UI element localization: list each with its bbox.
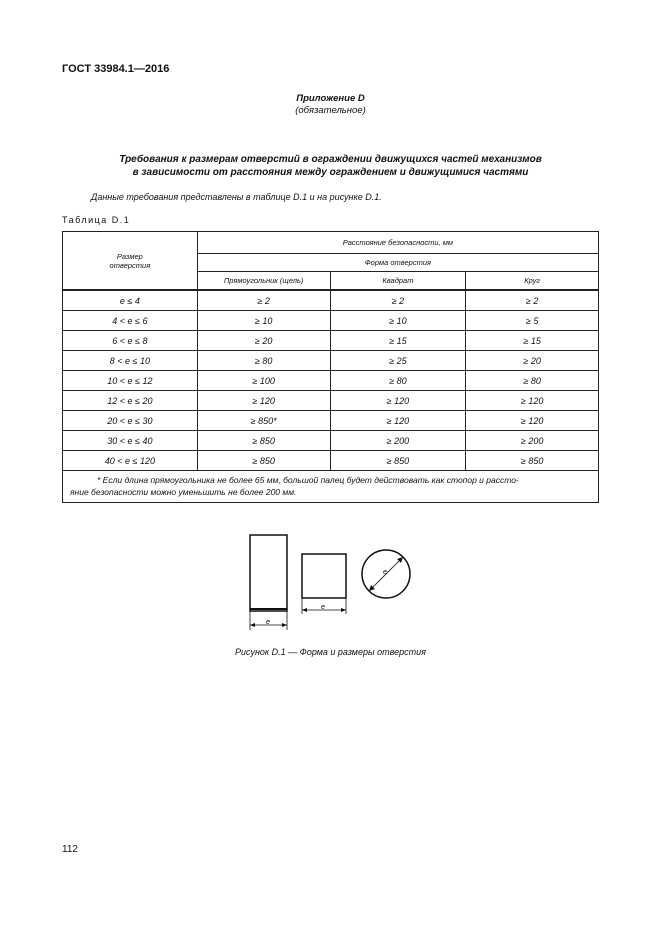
- cell-size: 6 < e ≤ 8: [63, 331, 198, 351]
- figure-caption: Рисунок D.1 — Форма и размеры отверстия: [235, 647, 426, 657]
- cell-square: ≥ 120: [330, 411, 466, 431]
- cell-size: 8 < e ≤ 10: [63, 351, 198, 371]
- table-label: Таблица D.1: [62, 215, 131, 225]
- cell-rectangle: ≥ 2: [197, 290, 330, 311]
- header-opening-size: [63, 232, 198, 291]
- rectangle-dimension-label: e: [266, 619, 270, 626]
- intro-text: Данные требования представлены в таблице D.1 и на рисунке D.1.: [91, 192, 382, 202]
- cell-circle: ≥ 15: [466, 331, 599, 351]
- cell-square: ≥ 15: [330, 331, 466, 351]
- square-dimension-label: e: [321, 604, 325, 611]
- document-code: ГОСТ 33984.1—2016: [62, 63, 170, 75]
- annex-title: Приложение D: [296, 93, 365, 104]
- cell-size: 12 < e ≤ 20: [63, 391, 198, 411]
- header-shape-square: Квадрат: [330, 272, 466, 291]
- requirements-title-line2: в зависимости от расстояния между ограждением и движущимися частями: [132, 167, 529, 178]
- cell-square: ≥ 25: [330, 351, 466, 371]
- cell-circle: ≥ 120: [466, 411, 599, 431]
- cell-rectangle: ≥ 120: [197, 391, 330, 411]
- circle-dimension-label: e: [383, 569, 387, 576]
- table-row: [63, 331, 599, 351]
- cell-square: ≥ 120: [330, 391, 466, 411]
- cell-square: ≥ 80: [330, 371, 466, 391]
- cell-square: ≥ 200: [330, 431, 466, 451]
- table-row: [63, 371, 599, 391]
- cell-square: ≥ 10: [330, 311, 466, 331]
- cell-size: 20 < e ≤ 30: [63, 411, 198, 431]
- opening-shapes-figure: [240, 530, 420, 635]
- cell-size: e ≤ 4: [63, 290, 198, 311]
- table-footnote-line1: * Если длина прямоугольника не более 65 мм, большой палец будет действовать как стопор и рассто-: [97, 475, 519, 485]
- table-row: [63, 451, 599, 471]
- table-row: [63, 311, 599, 331]
- cell-size: 40 < e ≤ 120: [63, 451, 198, 471]
- table-row: [63, 411, 599, 431]
- table-row: [63, 431, 599, 451]
- requirements-title-line1: Требования к размерам отверстий в ограждении движущихся частей механизмов: [119, 154, 542, 165]
- cell-circle: ≥ 80: [466, 371, 599, 391]
- cell-circle: ≥ 20: [466, 351, 599, 371]
- rectangle-opening-shape: [250, 535, 287, 630]
- header-opening-shape: Форма отверстия: [197, 254, 598, 272]
- cell-rectangle: ≥ 100: [197, 371, 330, 391]
- cell-circle: ≥ 5: [466, 311, 599, 331]
- cell-rectangle: ≥ 850: [197, 451, 330, 471]
- table-row: [63, 391, 599, 411]
- table-footnote: [63, 471, 599, 503]
- header-opening-size-line2: отверстия: [109, 260, 151, 270]
- header-opening-size-line1: Размер: [116, 251, 143, 261]
- annex-subtitle: (обязательное): [295, 105, 366, 116]
- table-row: [63, 351, 599, 371]
- cell-rectangle: ≥ 20: [197, 331, 330, 351]
- cell-circle: ≥ 120: [466, 391, 599, 411]
- cell-square: ≥ 850: [330, 451, 466, 471]
- cell-circle: ≥ 200: [466, 431, 599, 451]
- openings-table: [62, 231, 599, 503]
- cell-size: 4 < e ≤ 6: [63, 311, 198, 331]
- table-footnote-line2: яние безопасности можно уменьшить не более 200 мм.: [70, 487, 297, 497]
- page-number: 112: [62, 844, 78, 855]
- header-safety-distance: Расстояние безопасности, мм: [197, 232, 598, 254]
- header-shape-circle: Круг: [466, 272, 599, 291]
- header-shape-rectangle: Прямоугольник (щель): [197, 272, 330, 291]
- table-note-row: [63, 471, 599, 503]
- cell-square: ≥ 2: [330, 290, 466, 311]
- table-row: [63, 290, 599, 311]
- cell-rectangle: ≥ 80: [197, 351, 330, 371]
- cell-circle: ≥ 850: [466, 451, 599, 471]
- cell-rectangle: ≥ 850*: [197, 411, 330, 431]
- cell-rectangle: ≥ 10: [197, 311, 330, 331]
- cell-size: 30 < e ≤ 40: [63, 431, 198, 451]
- cell-size: 10 < e ≤ 12: [63, 371, 198, 391]
- cell-circle: ≥ 2: [466, 290, 599, 311]
- cell-rectangle: ≥ 850: [197, 431, 330, 451]
